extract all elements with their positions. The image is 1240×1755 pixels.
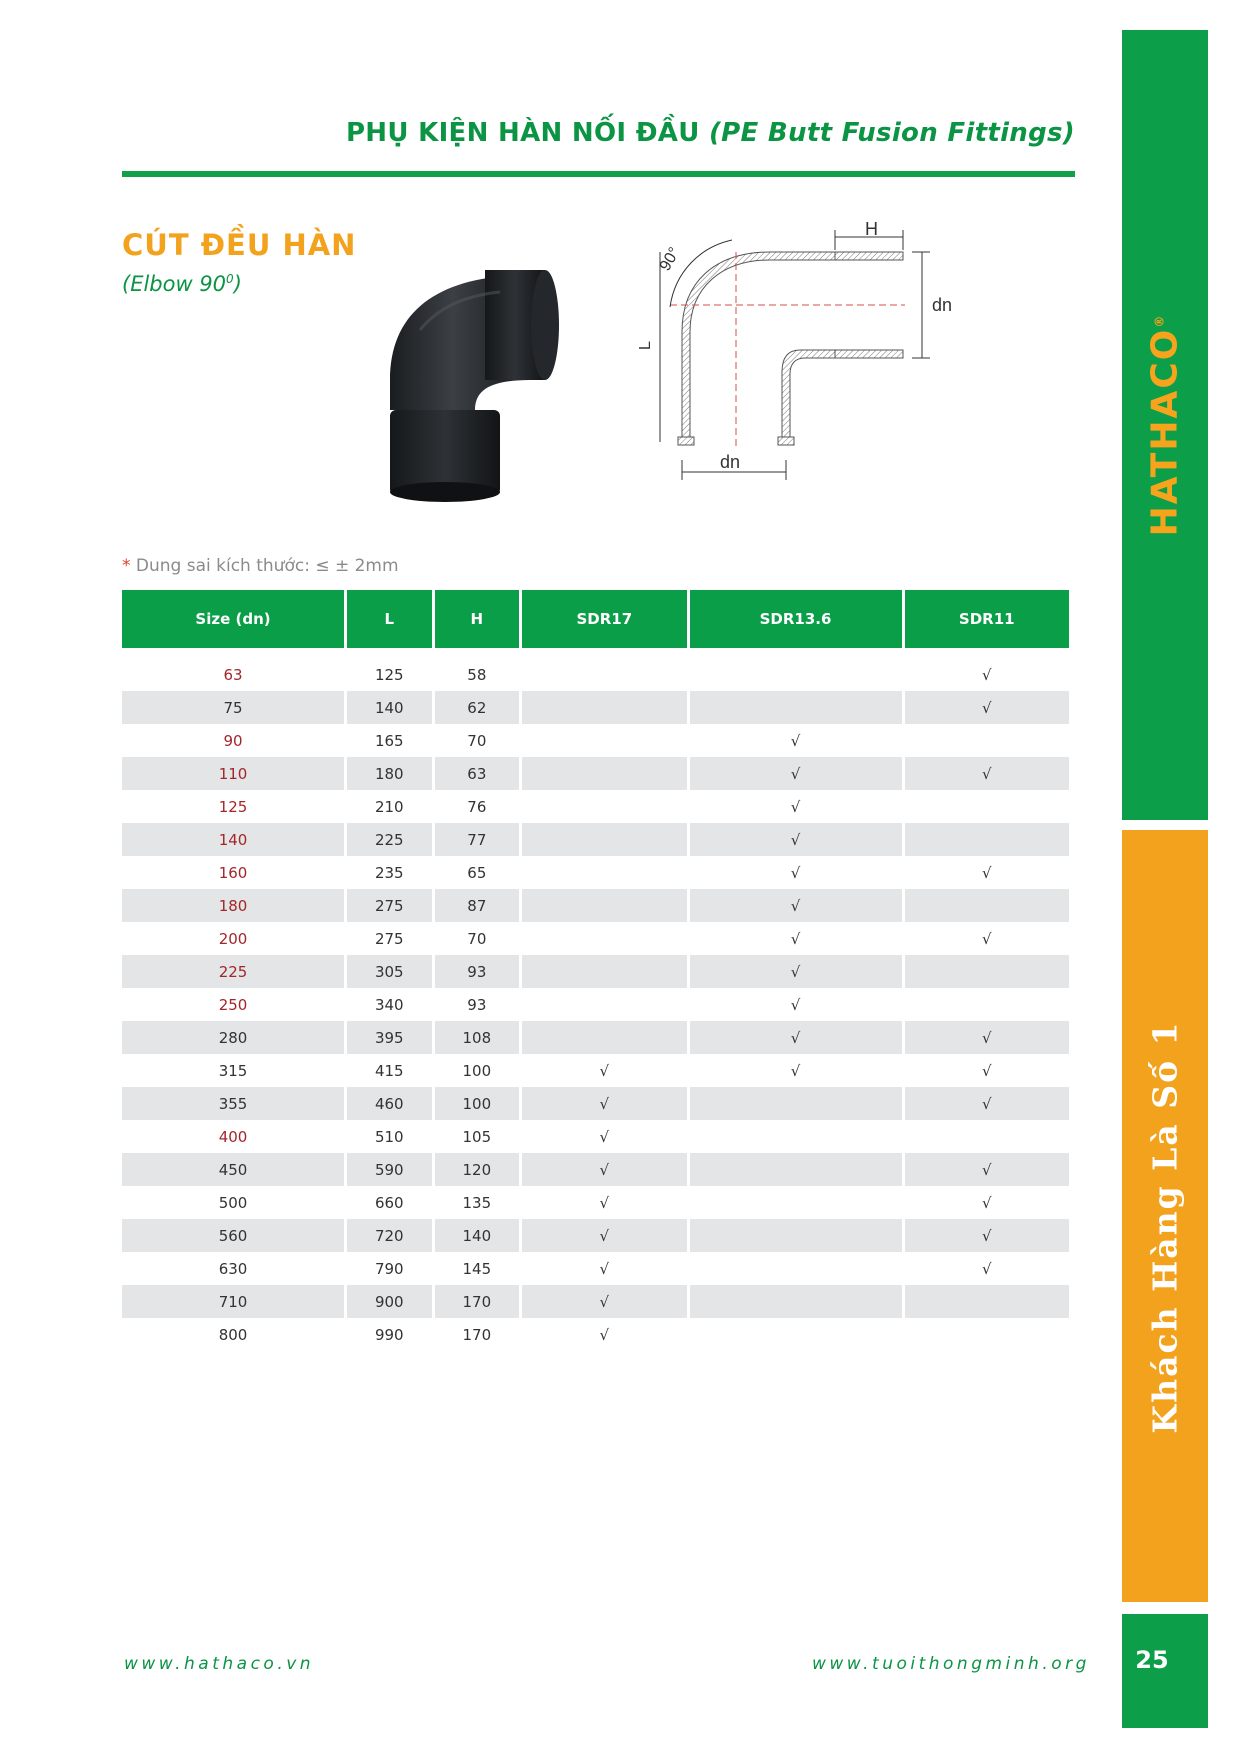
cell-sdr11: √: [905, 1021, 1069, 1054]
header-sdr11: SDR11: [905, 590, 1069, 648]
cell-sdr17: [522, 757, 686, 790]
table-row: [122, 922, 1069, 955]
table-row: [122, 1021, 1069, 1054]
cell-size: 315: [218, 1061, 248, 1080]
cell-sdr17: √: [599, 1259, 610, 1278]
header-h: H: [435, 590, 520, 648]
table-row: [122, 1087, 1069, 1120]
cell-sdr11: [905, 790, 1069, 823]
cell-l: 660: [374, 1193, 404, 1212]
cell-l: 305: [347, 955, 432, 988]
section-title: [120, 118, 1075, 148]
slogan: Khách Hàng Là Số 1: [1145, 1020, 1185, 1434]
table-row: [122, 724, 1069, 757]
table-row: [122, 1285, 1069, 1318]
spec-table: [119, 590, 1072, 1351]
cell-sdr13-6: [690, 1186, 902, 1219]
cell-h: 100: [462, 1061, 492, 1080]
cell-size: 125: [218, 797, 248, 816]
svg-text:L: L: [637, 341, 654, 350]
cell-l: 900: [347, 1285, 432, 1318]
header-sdr17: SDR17: [522, 590, 686, 648]
cell-sdr11: √: [981, 1061, 992, 1080]
table-row: [122, 955, 1069, 988]
table-row: [122, 1153, 1069, 1186]
table-header-row: [122, 590, 1069, 648]
cell-size: 450: [122, 1153, 344, 1186]
cell-l: 225: [347, 823, 432, 856]
cell-sdr11: [905, 889, 1069, 922]
cell-sdr17: √: [599, 1061, 610, 1080]
cell-l: 460: [347, 1087, 432, 1120]
cell-sdr13-6: [690, 1318, 902, 1351]
cell-sdr13-6: √: [690, 889, 902, 922]
cell-h: 135: [462, 1193, 492, 1212]
cell-sdr17: [522, 955, 686, 988]
cell-sdr11: √: [905, 648, 1069, 691]
section-title-vi: PHỤ KIỆN HÀN NỐI ĐẦU: [345, 118, 700, 148]
elbow-technical-drawing: [637, 219, 980, 542]
cell-h: 93: [435, 955, 520, 988]
cell-h: 105: [462, 1127, 492, 1146]
cell-size: 800: [218, 1325, 248, 1344]
cell-sdr11: √: [905, 1219, 1069, 1252]
cell-sdr13-6: √: [790, 995, 801, 1014]
cell-sdr17: [522, 1021, 686, 1054]
cell-h: 63: [435, 757, 520, 790]
cell-sdr11: √: [981, 1259, 992, 1278]
cell-sdr17: [522, 648, 686, 691]
cell-h: 108: [435, 1021, 520, 1054]
cell-sdr13-6: √: [790, 797, 801, 816]
cell-size: 225: [122, 955, 344, 988]
table-row: [122, 790, 1069, 823]
cell-l: 790: [374, 1259, 404, 1278]
cell-size: 250: [218, 995, 248, 1014]
cell-sdr11: [905, 724, 1069, 757]
cell-sdr13-6: [690, 1120, 902, 1153]
cell-h: 70: [467, 929, 487, 948]
cell-sdr13-6: [690, 1252, 902, 1285]
cell-sdr17: [522, 922, 686, 955]
header-size: Size (dn): [122, 590, 344, 648]
table-row: [122, 823, 1069, 856]
cell-sdr11: [905, 955, 1069, 988]
cell-h: 170: [462, 1325, 492, 1344]
cell-sdr17: [522, 790, 686, 823]
cell-size: 180: [122, 889, 344, 922]
cell-sdr13-6: √: [790, 731, 801, 750]
cell-sdr13-6: √: [790, 863, 801, 882]
cell-h: 87: [435, 889, 520, 922]
cell-l: 720: [347, 1219, 432, 1252]
cell-sdr13-6: √: [790, 929, 801, 948]
header-divider: [122, 171, 1075, 177]
section-title-en: (PE Butt Fusion Fittings): [708, 118, 1075, 148]
cell-sdr11: √: [905, 691, 1069, 724]
cell-sdr11: [905, 1120, 1069, 1153]
table-row: [122, 1318, 1069, 1351]
cell-sdr13-6: √: [690, 1021, 902, 1054]
table-row: [122, 988, 1069, 1021]
cell-sdr13-6: √: [690, 955, 902, 988]
cell-l: 510: [374, 1127, 404, 1146]
cell-h: 170: [435, 1285, 520, 1318]
cell-sdr17: [522, 889, 686, 922]
cell-sdr17: [522, 823, 686, 856]
cell-l: 990: [374, 1325, 404, 1344]
cell-l: 415: [374, 1061, 404, 1080]
table-row: [122, 1120, 1069, 1153]
cell-sdr17: [522, 856, 686, 889]
cell-h: 120: [435, 1153, 520, 1186]
cell-sdr11: √: [905, 1153, 1069, 1186]
cell-size: 630: [218, 1259, 248, 1278]
table-row: [122, 757, 1069, 790]
svg-text:90°: 90°: [656, 244, 684, 274]
cell-h: 93: [467, 995, 487, 1014]
cell-sdr17: [522, 988, 686, 1021]
cell-size: 140: [122, 823, 344, 856]
svg-text:dn: dn: [932, 295, 953, 315]
table-row: [122, 1186, 1069, 1219]
cell-l: 275: [347, 889, 432, 922]
page-number: 25: [1135, 1646, 1169, 1674]
cell-size: 200: [218, 929, 248, 948]
cell-sdr17: [522, 691, 686, 724]
cell-sdr11: √: [981, 1193, 992, 1212]
cell-sdr11: √: [981, 929, 992, 948]
table-row: [122, 1219, 1069, 1252]
svg-text:dn: dn: [720, 452, 741, 472]
svg-text:H: H: [865, 219, 878, 239]
cell-l: 140: [347, 691, 432, 724]
elbow-photo: [380, 270, 620, 510]
cell-sdr17: √: [522, 1153, 686, 1186]
product-subtitle: (Elbow $90^0$): [122, 272, 242, 296]
cell-sdr11: √: [981, 863, 992, 882]
cell-h: 100: [435, 1087, 520, 1120]
cell-sdr11: √: [905, 1087, 1069, 1120]
cell-sdr11: [905, 1285, 1069, 1318]
cell-l: 180: [347, 757, 432, 790]
cell-sdr17: √: [522, 1219, 686, 1252]
cell-size: 63: [122, 648, 344, 691]
header-l: L: [347, 590, 432, 648]
cell-sdr11: √: [905, 757, 1069, 790]
cell-sdr13-6: √: [690, 757, 902, 790]
cell-l: 165: [374, 731, 404, 750]
cell-h: 145: [462, 1259, 492, 1278]
table-row: [122, 648, 1069, 691]
cell-sdr17: √: [522, 1285, 686, 1318]
cell-h: 58: [435, 648, 520, 691]
cell-l: 340: [374, 995, 404, 1014]
cell-size: 400: [218, 1127, 248, 1146]
cell-sdr13-6: [690, 1153, 902, 1186]
cell-sdr13-6: [690, 1285, 902, 1318]
cell-h: 65: [467, 863, 487, 882]
cell-h: 62: [435, 691, 520, 724]
cell-size: 280: [122, 1021, 344, 1054]
cell-l: 210: [374, 797, 404, 816]
cell-h: 77: [435, 823, 520, 856]
cell-sdr11: [905, 1318, 1069, 1351]
cell-sdr13-6: [690, 691, 902, 724]
cell-l: 235: [374, 863, 404, 882]
cell-sdr13-6: [690, 1219, 902, 1252]
cell-sdr11: [905, 988, 1069, 1021]
table-row: [122, 691, 1069, 724]
cell-sdr17: √: [599, 1325, 610, 1344]
tolerance-note: * Dung sai kích thước: ≤ ± 2mm: [122, 556, 399, 576]
cell-sdr11: [905, 823, 1069, 856]
cell-h: 76: [467, 797, 487, 816]
cell-size: 355: [122, 1087, 344, 1120]
cell-size: 560: [122, 1219, 344, 1252]
header-sdr13-6: SDR13.6: [690, 590, 902, 648]
cell-size: 110: [122, 757, 344, 790]
product-title: CÚT ĐỀU HÀN: [122, 228, 357, 262]
cell-size: 160: [218, 863, 248, 882]
cell-size: 710: [122, 1285, 344, 1318]
cell-l: 395: [347, 1021, 432, 1054]
cell-l: 275: [374, 929, 404, 948]
table-row: [122, 1252, 1069, 1285]
brand-logo: HATHACO®: [1144, 313, 1186, 537]
footer-website-right[interactable]: www.tuoithongminh.org: [812, 1654, 1090, 1674]
cell-size: 500: [218, 1193, 248, 1212]
cell-sdr13-6: [690, 648, 902, 691]
cell-h: 70: [467, 731, 487, 750]
table-row: [122, 889, 1069, 922]
cell-sdr17: [522, 724, 686, 757]
cell-sdr13-6: [690, 1087, 902, 1120]
cell-l: 590: [347, 1153, 432, 1186]
cell-size: 90: [223, 731, 243, 750]
footer-website-left[interactable]: www.hathaco.vn: [124, 1654, 315, 1674]
cell-sdr13-6: √: [790, 1061, 801, 1080]
cell-sdr17: √: [599, 1127, 610, 1146]
table-row: [122, 1054, 1069, 1087]
cell-h: 140: [435, 1219, 520, 1252]
cell-l: 125: [347, 648, 432, 691]
table-row: [122, 856, 1069, 889]
cell-sdr17: √: [599, 1193, 610, 1212]
cell-sdr13-6: √: [690, 823, 902, 856]
cell-sdr17: √: [522, 1087, 686, 1120]
cell-size: 75: [122, 691, 344, 724]
